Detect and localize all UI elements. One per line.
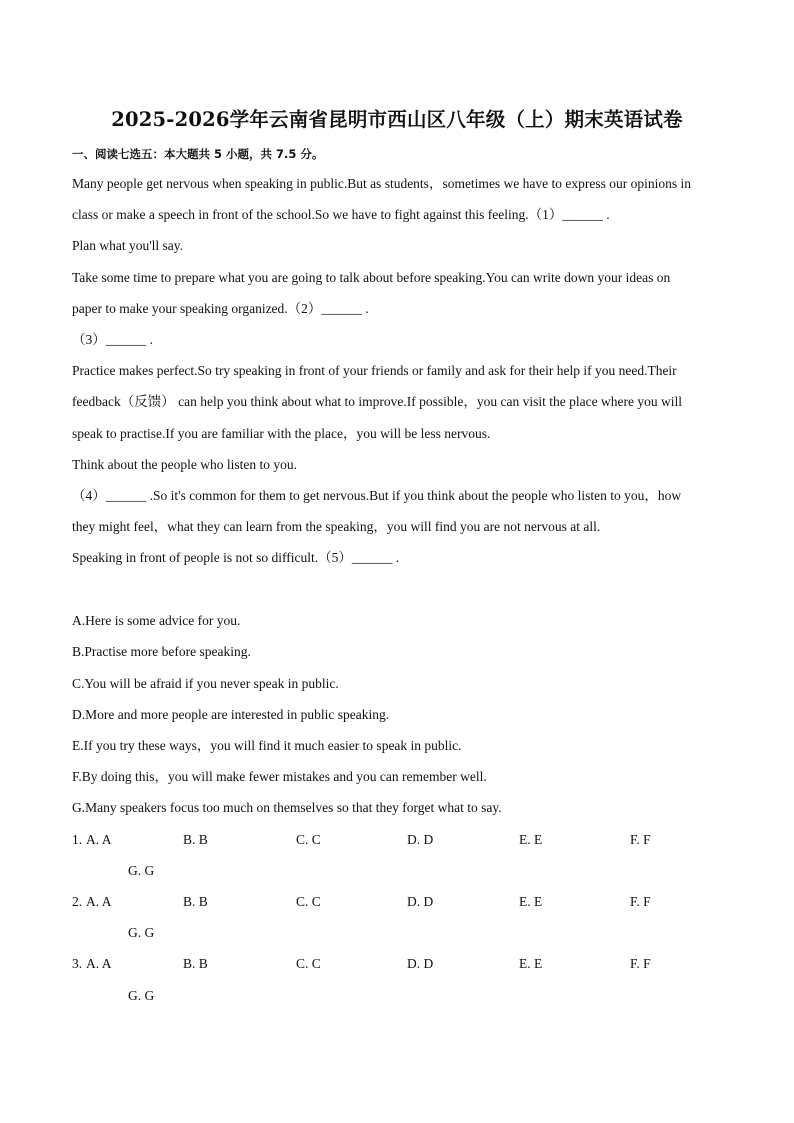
choice-d[interactable]: D. D <box>407 956 434 971</box>
choice-b[interactable]: B. B <box>183 832 208 847</box>
option-d: D.More and more people are interested in public speaking. <box>72 707 390 722</box>
question-3-choices <box>72 956 722 972</box>
passage-line: class or make a speech in front of the school.So we have to fight against this feeling.（1）______ . <box>72 207 610 222</box>
choice-b[interactable]: B. B <box>183 956 208 971</box>
choice-f[interactable]: F. F <box>630 956 651 971</box>
choice-a[interactable]: A. A <box>86 894 112 909</box>
choice-a[interactable]: A. A <box>86 956 112 971</box>
choice-a[interactable]: A. A <box>86 832 112 847</box>
question-number: 2. <box>72 894 83 909</box>
option-f: F.By doing this，you will make fewer mistakes and you can remember well. <box>72 769 487 784</box>
choice-d[interactable]: D. D <box>407 832 434 847</box>
option-e: E.If you try these ways，you will find it much easier to speak in public. <box>72 738 462 753</box>
choice-f[interactable]: F. F <box>630 832 651 847</box>
choice-c[interactable]: C. C <box>296 832 321 847</box>
choice-f[interactable]: F. F <box>630 894 651 909</box>
choice-g[interactable]: G. G <box>128 863 155 878</box>
question-2-choices <box>72 894 722 910</box>
choice-g[interactable]: G. G <box>128 988 155 1003</box>
option-c: C.You will be afraid if you never speak in public. <box>72 676 339 691</box>
passage-line: Take some time to prepare what you are going to talk about before speaking.You can write down your ideas on <box>72 270 671 285</box>
passage-line: feedback（反馈） can help you think about what to improve.If possible，you can visit the place where you will <box>72 394 682 409</box>
passage-line: Plan what you'll say. <box>72 238 184 253</box>
choice-c[interactable]: C. C <box>296 894 321 909</box>
passage-line: （3）______ . <box>72 332 153 347</box>
choice-e[interactable]: E. E <box>519 832 543 847</box>
section-heading: 一、阅读七选五：本大题共 5 小题，共 7.5 分。 <box>72 147 324 161</box>
passage-line: they might feel，what they can learn from the speaking，you will find you are not nervous at all. <box>72 519 601 534</box>
option-a: A.Here is some advice for you. <box>72 613 241 628</box>
choice-e[interactable]: E. E <box>519 894 543 909</box>
choice-c[interactable]: C. C <box>296 956 321 971</box>
passage-line: （4）______ .So it's common for them to get nervous.But if you think about the people who listen to you，how <box>72 488 682 503</box>
question-1-choices <box>72 832 722 848</box>
choice-e[interactable]: E. E <box>519 956 543 971</box>
choice-b[interactable]: B. B <box>183 894 208 909</box>
passage-line: Practice makes perfect.So try speaking in front of your friends or family and ask for their help if you need.Their <box>72 363 677 378</box>
choice-g[interactable]: G. G <box>128 925 155 940</box>
option-b: B.Practise more before speaking. <box>72 644 251 659</box>
choice-d[interactable]: D. D <box>407 894 434 909</box>
passage-line: speak to practise.If you are familiar with the place，you will be less nervous. <box>72 426 491 441</box>
passage-line: Think about the people who listen to you. <box>72 457 297 472</box>
exam-title: 2025-2026学年云南省昆明市西山区八年级（上）期末英语试卷 <box>111 108 683 131</box>
passage-line: paper to make your speaking organized.（2）______ . <box>72 301 369 316</box>
question-number: 1. <box>72 832 83 847</box>
passage-line: Speaking in front of people is not so difficult.（5）______ . <box>72 550 400 565</box>
question-number: 3. <box>72 956 83 971</box>
option-g: G.Many speakers focus too much on themselves so that they forget what to say. <box>72 800 502 815</box>
passage-line: Many people get nervous when speaking in public.But as students，sometimes we have to express our opinions in <box>72 176 692 191</box>
